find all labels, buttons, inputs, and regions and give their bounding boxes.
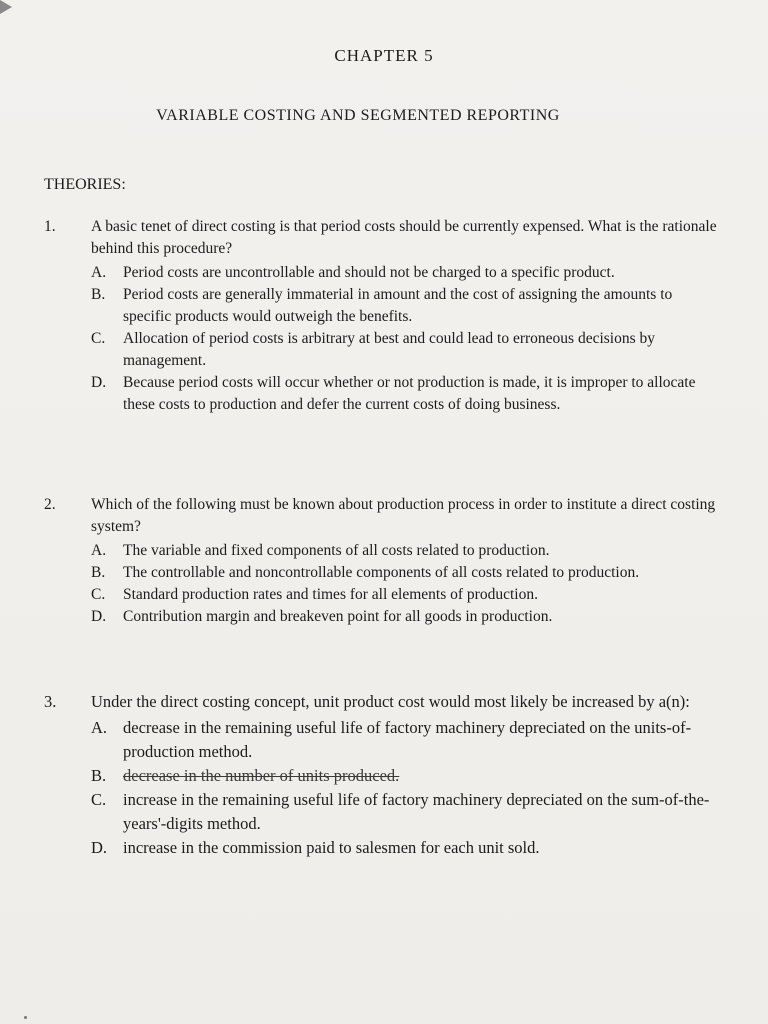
choice-letter: B. bbox=[91, 766, 107, 785]
choice-text: Standard production rates and times for all elements of production. bbox=[123, 586, 538, 603]
choice-text: Allocation of period costs is arbitrary at best and could lead to erroneous decisions by management. bbox=[123, 330, 656, 369]
choice-letter: D. bbox=[91, 374, 107, 391]
choice-text: Contribution margin and breakeven point for all goods in production. bbox=[123, 608, 553, 625]
chapter-title: VARIABLE COSTING AND SEGMENTED REPORTING bbox=[156, 107, 560, 124]
choice-text: decrease in the number of units produced. bbox=[123, 766, 400, 785]
choice-b bbox=[91, 562, 724, 584]
choice-text: The variable and fixed components of all costs related to production. bbox=[123, 542, 550, 559]
choice-b bbox=[91, 284, 724, 328]
choice-letter: C. bbox=[91, 586, 106, 603]
question-number: 1. bbox=[44, 218, 56, 235]
choice-letter: A. bbox=[91, 718, 108, 737]
choice-text: The controllable and noncontrollable components of all costs related to production. bbox=[123, 564, 640, 581]
choice-c bbox=[91, 328, 724, 372]
question-number: 3. bbox=[44, 692, 57, 711]
choice-d bbox=[91, 372, 724, 416]
choice-d bbox=[91, 836, 724, 860]
choice-letter: D. bbox=[91, 608, 107, 625]
corner-arrow-icon bbox=[0, 0, 12, 14]
choice-text: Because period costs will occur whether or not production is made, it is improper to allocate these costs to production and defer the current costs of doing business. bbox=[123, 374, 696, 413]
choice-text: Period costs are generally immaterial in amount and the cost of assigning the amounts to specific products would outweigh the benefits. bbox=[123, 286, 673, 325]
choice-letter: A. bbox=[91, 264, 107, 281]
choice-c bbox=[91, 788, 724, 836]
choice-b bbox=[91, 764, 724, 788]
choice-letter: C. bbox=[91, 790, 107, 809]
choice-c bbox=[91, 584, 724, 606]
choice-a bbox=[91, 262, 724, 284]
chapter-heading: CHAPTER 5 bbox=[334, 46, 434, 65]
choice-text: Period costs are uncontrollable and should not be charged to a specific product. bbox=[123, 264, 615, 281]
question-stem: Under the direct costing concept, unit product cost would most likely be increased by a(n): bbox=[91, 692, 690, 711]
choice-letter: D. bbox=[91, 838, 108, 857]
question-1 bbox=[44, 216, 724, 416]
question-stem: Which of the following must be known about production process in order to institute a direct costing system? bbox=[91, 496, 716, 535]
question-3 bbox=[44, 690, 724, 860]
question-2 bbox=[44, 494, 724, 628]
choice-d bbox=[91, 606, 724, 628]
choice-list bbox=[91, 716, 724, 860]
section-heading: THEORIES: bbox=[44, 176, 126, 193]
choice-text: increase in the remaining useful life of factory machinery depreciated on the sum-of-the-years'-digits method. bbox=[123, 790, 710, 833]
choice-text: increase in the commission paid to salesmen for each unit sold. bbox=[123, 838, 540, 857]
choice-letter: B. bbox=[91, 564, 106, 581]
question-number: 2. bbox=[44, 496, 56, 513]
choice-text: decrease in the remaining useful life of factory machinery depreciated on the units-of-production method. bbox=[123, 718, 692, 761]
choice-letter: C. bbox=[91, 330, 106, 347]
scan-speck bbox=[24, 1016, 27, 1019]
choice-letter: A. bbox=[91, 542, 107, 559]
choice-a bbox=[91, 716, 724, 764]
question-stem: A basic tenet of direct costing is that period costs should be currently expensed. What is the rationale behind this procedure? bbox=[91, 218, 717, 257]
choice-a bbox=[91, 540, 724, 562]
choice-letter: B. bbox=[91, 286, 106, 303]
choice-list bbox=[91, 262, 724, 416]
choice-list bbox=[91, 540, 724, 628]
